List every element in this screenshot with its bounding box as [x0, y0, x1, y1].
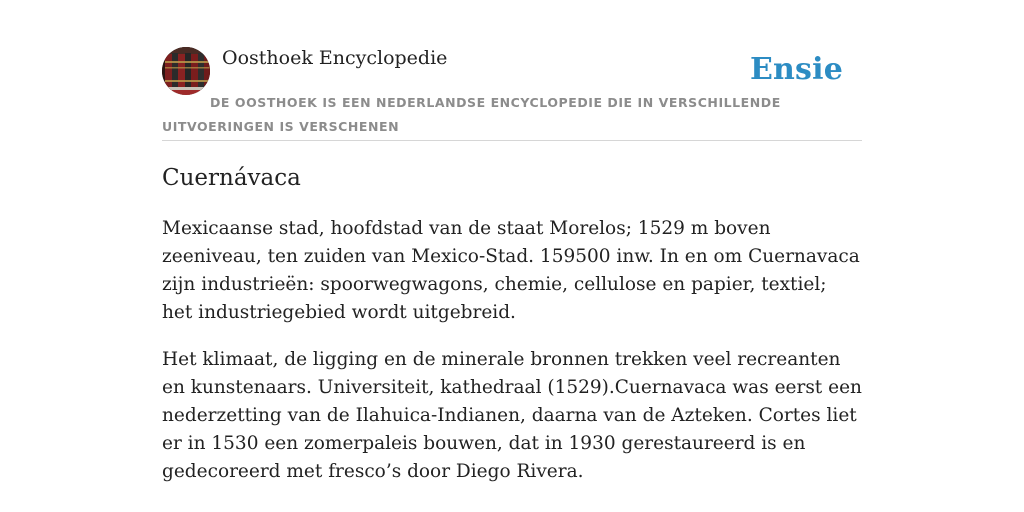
article-paragraph: Mexicaanse stad, hoofdstad van de staat Morelos; 1529 m boven zeeniveau, ten zuiden van Mexico-Stad. 159500 inw. In en om Cuernavaca zijn industrieën: spoorwegwagons, chemie, cellulose en papier, textiel; het industriegebied wordt uitgebreid.: [162, 218, 860, 323]
article-title: Cuernávaca: [162, 165, 301, 191]
site-name[interactable]: Oosthoek Encyclopedie: [222, 47, 448, 69]
article: [162, 160, 862, 486]
site-header: [162, 46, 862, 141]
encyclopedia-books-icon[interactable]: [162, 47, 210, 95]
article-paragraph: Het klimaat, de ligging en de minerale bronnen trekken veel recreanten en kunstenaars. Universiteit, kathedraal (1529).Cuernavaca was eerst een nederzetting van de Ilahuica-Indianen, daarna van de Azteken. Cortes liet er in 1530 een zomerpaleis bouwen, dat in 1930 gerestaureerd is en gedecoreerd met fresco’s door Diego Rivera.: [162, 349, 862, 482]
site-tagline: DE OOSTHOEK IS EEN NEDERLANDSE ENCYCLOPEDIE DIE IN VERSCHILLENDE UITVOERINGEN IS VERSCHENEN: [162, 95, 781, 134]
brand-logo[interactable]: Ensie: [749, 52, 843, 87]
